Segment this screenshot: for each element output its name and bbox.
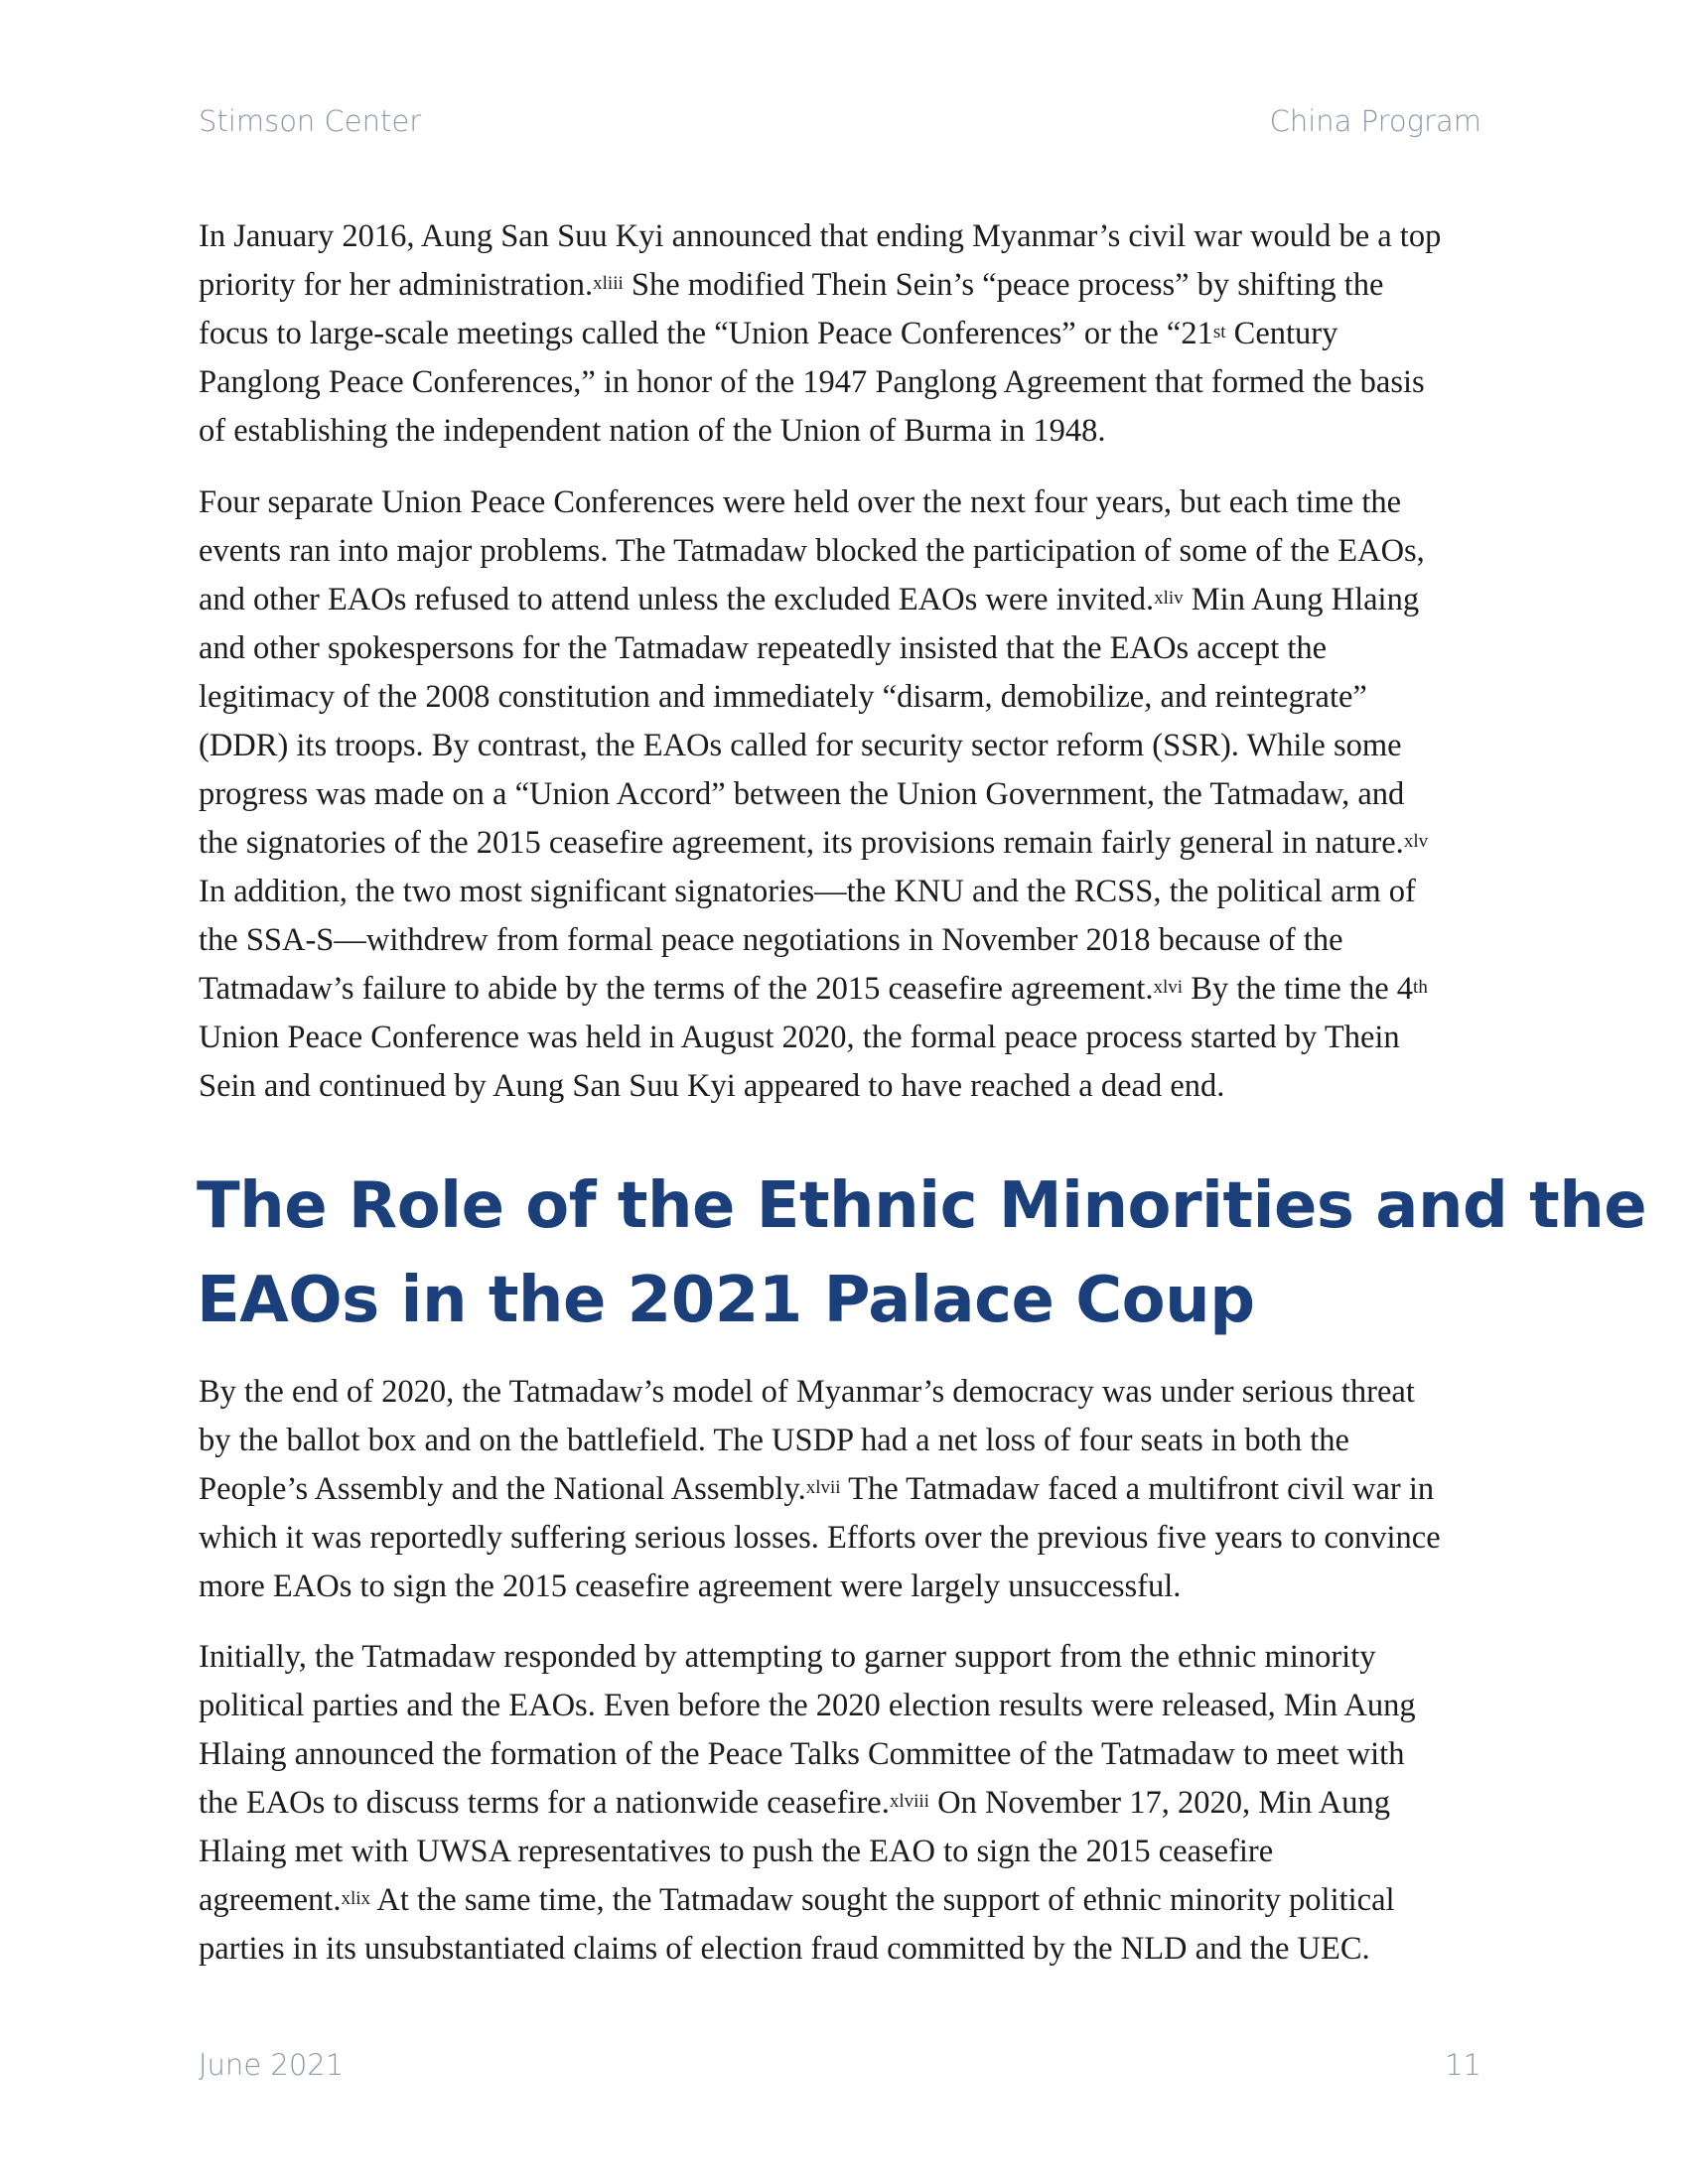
text-run: political parties and the EAOs. Even before the 2020 election results were released, Min Aung [199,1688,1416,1723]
header-organization: Stimson Center [199,104,422,138]
text-run: The Tatmadaw faced a multifront civil war in [840,1471,1435,1507]
text-run: events ran into major problems. The Tatmadaw blocked the participation of some of the EAOs, [199,533,1425,569]
text-line [199,1368,1489,1417]
text-line [199,819,1489,868]
section-heading [197,1160,1647,1348]
footnote-marker[interactable]: xliii [593,273,624,294]
text-line [199,261,1489,310]
footnote-marker[interactable]: xlvii [805,1477,841,1498]
running-footer [199,2048,1481,2088]
text-run: which it was reportedly suffering serious losses. Efforts over the previous five years to convince [199,1520,1441,1556]
text-line [199,1730,1489,1779]
section-heading-line-1: The Role of the Ethnic Minorities and the [197,1169,1647,1243]
text-line [199,576,1489,624]
text-line [199,916,1489,965]
text-run: People’s Assembly and the National Assembly. [199,1471,806,1507]
text-run: focus to large-scale meetings called the “Union Peace Conferences” or the “21 [199,316,1213,351]
text-line [199,1014,1489,1062]
text-line [199,1563,1489,1611]
text-line [199,770,1489,819]
footnote-marker[interactable]: xlvi [1153,977,1184,998]
text-run: In January 2016, Aung San Suu Kyi announced that ending Myanmar’s civil war would be a top [199,218,1442,254]
text-run: Min Aung Hlaing [1183,582,1420,617]
text-run: Sein and continued by Aung San Suu Kyi appeared to have reached a dead end. [199,1068,1225,1104]
text-line [199,1925,1489,1974]
text-line [199,1779,1489,1828]
text-run: priority for her administration. [199,267,594,303]
text-run: and other EAOs refused to attend unless the excluded EAOs were invited. [199,582,1155,617]
paragraph-1 [199,212,1489,456]
text-run: In addition, the two most significant signatories—the KNU and the RCSS, the political arm of [199,874,1416,909]
text-run: the signatories of the 2015 ceasefire agreement, its provisions remain fairly general in nature. [199,825,1404,861]
text-run: the EAOs to discuss terms for a nationwide ceasefire. [199,1785,890,1821]
text-line [199,527,1489,576]
text-run: by the ballot box and on the battlefield. The USDP had a net loss of four seats in both the [199,1423,1349,1458]
footnote-marker[interactable]: xlv [1403,831,1429,852]
text-line [199,1876,1489,1925]
text-line [199,624,1489,673]
text-line [199,1062,1489,1111]
text-run: legitimacy of the 2008 constitution and immediately “disarm, demobilize, and reintegrate” [199,679,1367,715]
paragraph-3 [199,1368,1489,1611]
text-run: Union Peace Conference was held in August 2020, the formal peace process started by Thein [199,1020,1400,1055]
text-line [199,1633,1489,1682]
footer-date: June 2021 [199,2048,345,2082]
text-line [199,1417,1489,1465]
text-run: Tatmadaw’s failure to abide by the terms of the 2015 ceasefire agreement. [199,971,1154,1007]
text-run: of establishing the independent nation of the Union of Burma in 1948. [199,413,1106,449]
text-run: Four separate Union Peace Conferences were held over the next four years, but each time the [199,484,1402,520]
text-line [199,868,1489,916]
section-heading-line-2: EAOs in the 2021 Palace Coup [197,1264,1255,1337]
text-line [199,1465,1489,1514]
text-run: parties in its unsubstantiated claims of election fraud committed by the NLD and the UEC. [199,1931,1370,1967]
footnote-marker[interactable]: xliv [1154,588,1184,609]
text-line [199,1514,1489,1563]
text-run: By the time the 4 [1183,971,1414,1007]
text-line [199,722,1489,770]
header-program: China Program [1269,104,1481,138]
text-run: more EAOs to sign the 2015 ceasefire agreement were largely unsuccessful. [199,1569,1182,1604]
text-run: progress was made on a “Union Accord” between the Union Government, the Tatmadaw, and [199,776,1405,812]
text-run: (DDR) its troops. By contrast, the EAOs called for security sector reform (SSR). While some [199,728,1402,763]
text-run: and other spokespersons for the Tatmadaw repeatedly insisted that the EAOs accept the [199,630,1328,666]
text-line [199,310,1489,358]
text-line [199,212,1489,261]
text-run: Century [1225,316,1338,351]
text-line [199,407,1489,456]
text-run: agreement. [199,1882,342,1918]
text-run: On November 17, 2020, Min Aung [928,1785,1390,1821]
footnote-marker[interactable]: xlviii [889,1791,929,1812]
footnote-marker[interactable]: xlix [341,1888,371,1909]
text-run: Initially, the Tatmadaw responded by attempting to garner support from the ethnic minority [199,1639,1376,1675]
footnote-marker[interactable]: st [1212,322,1226,342]
text-run: Panglong Peace Conferences,” in honor of the 1947 Panglong Agreement that formed the basis [199,364,1425,400]
text-run: By the end of 2020, the Tatmadaw’s model of Myanmar’s democracy was under serious threat [199,1374,1415,1410]
text-line [199,1828,1489,1876]
text-run: She modified Thein Sein’s “peace process” by shifting the [623,267,1384,303]
running-header [199,104,1481,144]
text-run: Hlaing met with UWSA representatives to push the EAO to sign the 2015 ceasefire [199,1834,1274,1869]
text-line [199,478,1489,527]
footnote-marker[interactable]: th [1413,977,1428,998]
paragraph-4 [199,1633,1489,1974]
text-run: Hlaing announced the formation of the Peace Talks Committee of the Tatmadaw to meet with [199,1736,1405,1772]
text-line [199,965,1489,1014]
page-number: 11 [1445,2048,1481,2082]
text-line [199,358,1489,407]
text-line [199,1682,1489,1730]
paragraph-2 [199,478,1489,1111]
text-line [199,673,1489,722]
text-run: At the same time, the Tatmadaw sought the support of ethnic minority political [370,1882,1395,1918]
text-run: the SSA-S—withdrew from formal peace negotiations in November 2018 because of the [199,922,1343,958]
